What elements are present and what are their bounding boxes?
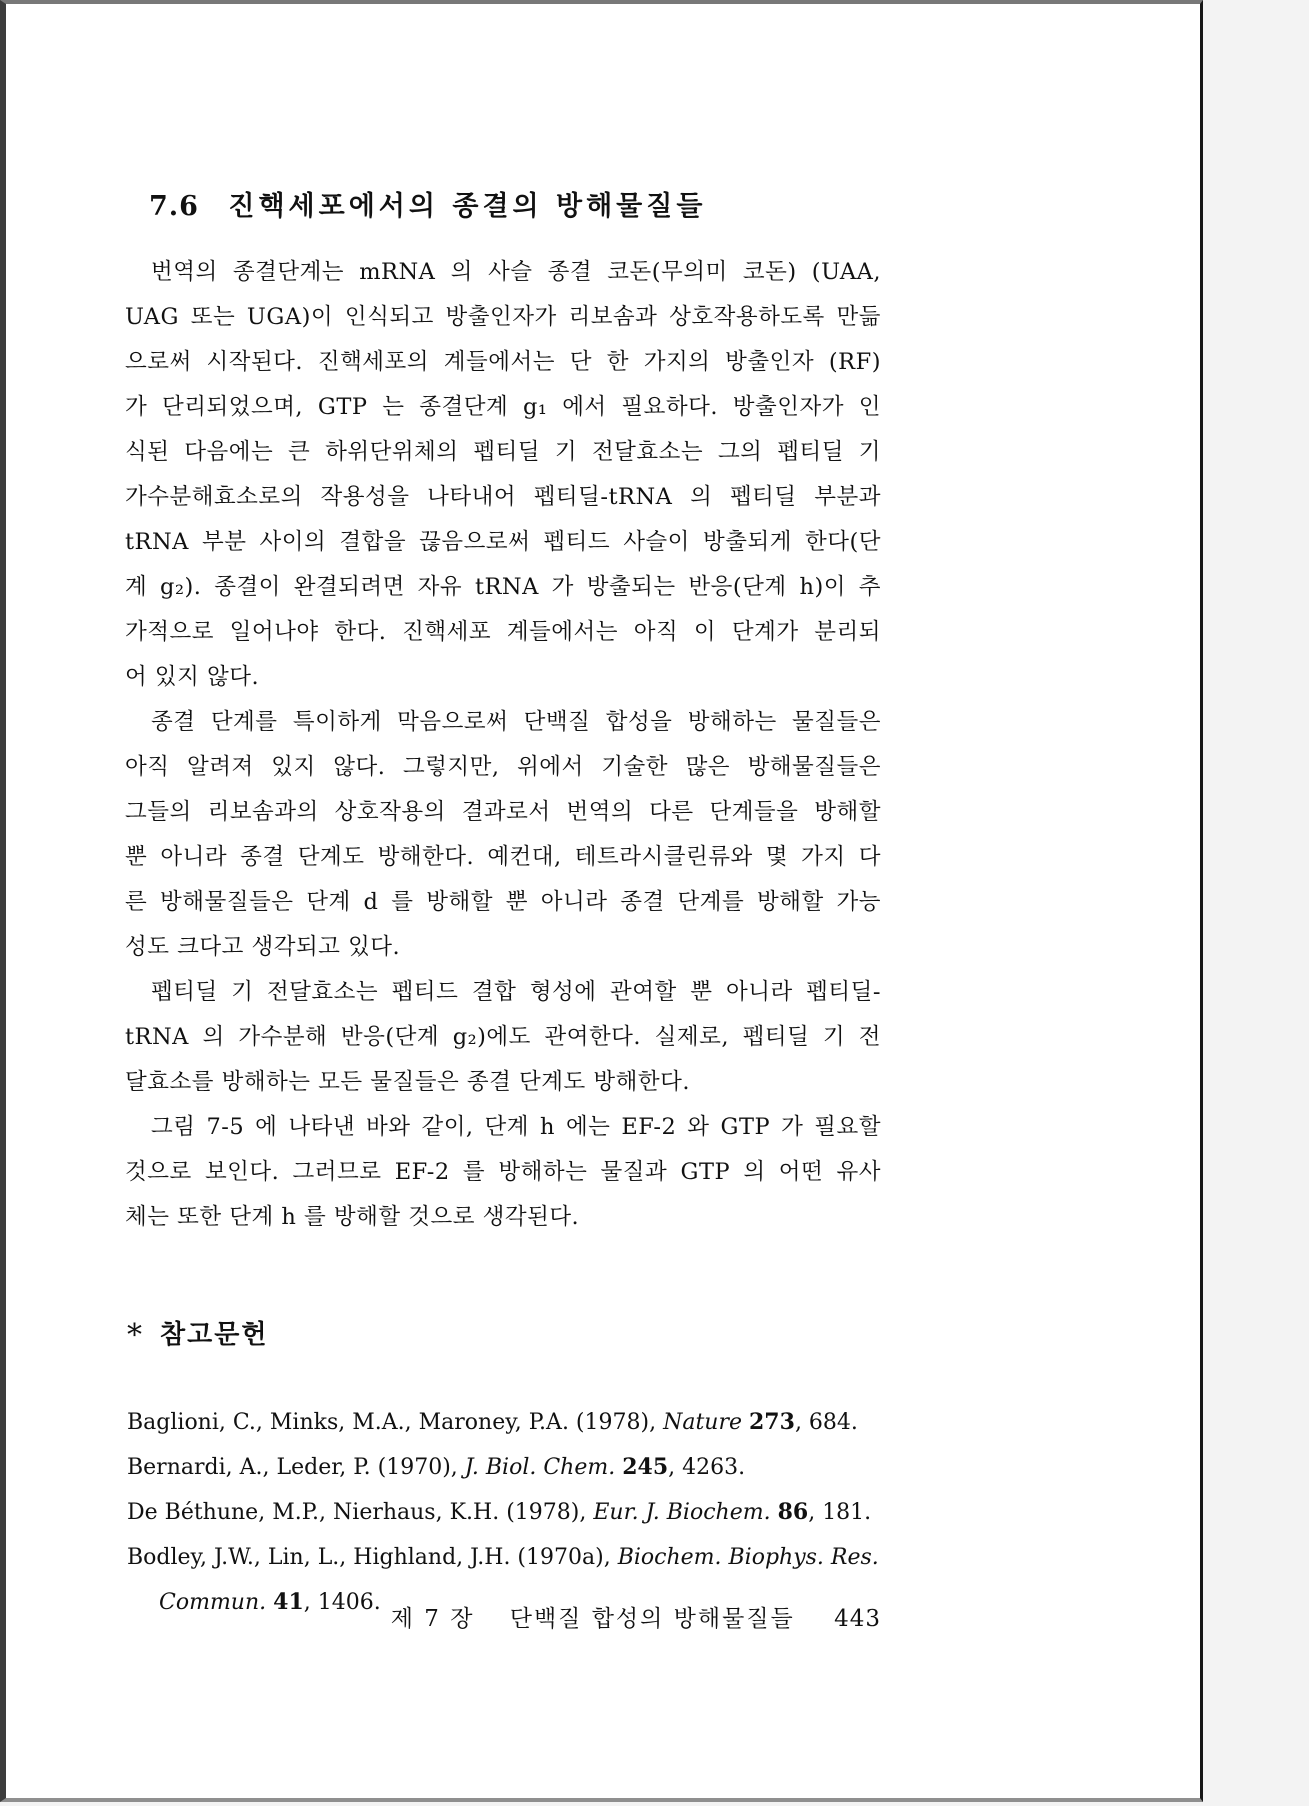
reference-journal: Eur. J. Biochem. bbox=[593, 1500, 771, 1525]
reference-volume: 273 bbox=[749, 1409, 795, 1435]
text-line: 번역의 종결단계는 mRNA 의 사슬 종결 코돈(무의미 코돈) (UAA, bbox=[151, 259, 881, 285]
reference-authors: Baglioni, C., Minks, M.A., Maroney, P.A. (1978), bbox=[127, 1410, 664, 1435]
footer-chapter: 제 7 장 bbox=[390, 1606, 475, 1632]
text-line: tRNA 의 가수분해 반응(단계 g₂)에도 관여한다. 실제로, 펩티딜 기 전 bbox=[125, 1024, 881, 1050]
text-line: 그들의 리보솜과의 상호작용의 결과로서 번역의 다른 단계들을 방해할 bbox=[125, 799, 881, 825]
page-footer bbox=[125, 1600, 881, 1633]
text-line: 아직 알려져 있지 않다. 그렇지만, 위에서 기술한 많은 방해물질들은 bbox=[125, 754, 881, 780]
text-line: 으로써 시작된다. 진핵세포의 계들에서는 단 한 가지의 방출인자 (RF) bbox=[125, 349, 881, 375]
text-line: tRNA 부분 사이의 결합을 끊음으로써 펩티드 사슬이 방출되게 한다(단 bbox=[125, 529, 881, 555]
references-heading bbox=[127, 1314, 268, 1351]
reference-item bbox=[127, 1400, 883, 1445]
reference-pages: , 1406. bbox=[303, 1590, 381, 1615]
reference-pages: , 4263. bbox=[668, 1455, 746, 1480]
reference-authors: De Béthune, M.P., Nierhaus, K.H. (1978), bbox=[127, 1500, 594, 1525]
references-heading-label: 참고문헌 bbox=[160, 1320, 269, 1350]
reference-item bbox=[127, 1490, 883, 1535]
text-line: 뿐 아니라 종결 단계도 방해한다. 예컨대, 테트라시클린류와 몇 가지 다 bbox=[125, 844, 881, 870]
reference-authors: Bodley, J.W., Lin, L., Highland, J.H. (1970a), bbox=[127, 1545, 618, 1570]
reference-pages: , 684. bbox=[794, 1410, 858, 1435]
footer-title: 단백질 합성의 방해물질들 bbox=[509, 1606, 795, 1632]
text-line: 계 g₂). 종결이 완결되려면 자유 tRNA 가 방출되는 반응(단계 h)이 추 bbox=[125, 574, 881, 600]
text-line: 달효소를 방해하는 모든 물질들은 종결 단계도 방해한다. bbox=[125, 1069, 690, 1095]
reference-pages: , 181. bbox=[808, 1500, 872, 1525]
section-number: 7.6 bbox=[149, 191, 199, 222]
reference-item bbox=[127, 1445, 883, 1490]
text-line: 가수분해효소로의 작용성을 나타내어 펩티딜-tRNA 의 펩티딜 부분과 bbox=[125, 484, 881, 510]
reference-volume: 86 bbox=[777, 1499, 809, 1525]
reference-authors: Bernardi, A., Leder, P. (1970), bbox=[127, 1455, 465, 1480]
text-line: 가적으로 일어나야 한다. 진핵세포 계들에서는 아직 이 단계가 분리되 bbox=[125, 619, 881, 645]
text-line: 른 방해물질들은 단계 d 를 방해할 뿐 아니라 종결 단계를 방해할 가능 bbox=[125, 889, 881, 915]
text-line: 성도 크다고 생각되고 있다. bbox=[125, 934, 401, 960]
text-line: UAG 또는 UGA)이 인식되고 방출인자가 리보솜과 상호작용하도록 만듦 bbox=[125, 304, 881, 330]
section-title: 진핵세포에서의 종결의 방해물질들 bbox=[228, 191, 707, 222]
reference-volume: 245 bbox=[622, 1454, 669, 1480]
paragraph bbox=[125, 700, 881, 970]
text-line: 펩티딜 기 전달효소는 펩티드 결합 형성에 관여할 뿐 아니라 펩티딜- bbox=[151, 979, 881, 1005]
paragraph bbox=[125, 250, 881, 700]
text-line: 식된 다음에는 큰 하위단위체의 펩티딜 기 전달효소는 그의 펩티딜 기 bbox=[125, 439, 881, 465]
text-line: 그림 7-5 에 나타낸 바와 같이, 단계 h 에는 EF-2 와 GTP 가 필요할 bbox=[151, 1114, 881, 1140]
paragraph bbox=[125, 970, 881, 1105]
references-list bbox=[127, 1400, 883, 1625]
footer-page-number: 443 bbox=[834, 1606, 881, 1632]
text-line: 체는 또한 단계 h 를 방해할 것으로 생각된다. bbox=[125, 1204, 580, 1230]
page-content bbox=[125, 4, 883, 1798]
text-line: 어 있지 않다. bbox=[125, 664, 260, 690]
text-line: 종결 단계를 특이하게 막음으로써 단백질 합성을 방해하는 물질들은 bbox=[151, 709, 881, 735]
reference-journal: Nature bbox=[663, 1410, 742, 1435]
reference-volume: 41 bbox=[273, 1589, 304, 1615]
text-line: 가 단리되었으며, GTP 는 종결단계 g₁ 에서 필요하다. 방출인자가 인 bbox=[125, 394, 881, 420]
section-heading bbox=[149, 184, 706, 223]
reference-journal: Biochem. Biophys. Res. Commun. bbox=[159, 1545, 879, 1615]
paragraph bbox=[125, 1105, 881, 1240]
text-line: 것으로 보인다. 그러므로 EF-2 를 방해하는 물질과 GTP 의 어떤 유사 bbox=[125, 1159, 881, 1185]
asterisk-icon: * bbox=[127, 1318, 144, 1353]
body-text bbox=[125, 250, 881, 1240]
reference-journal: J. Biol. Chem. bbox=[464, 1455, 616, 1480]
